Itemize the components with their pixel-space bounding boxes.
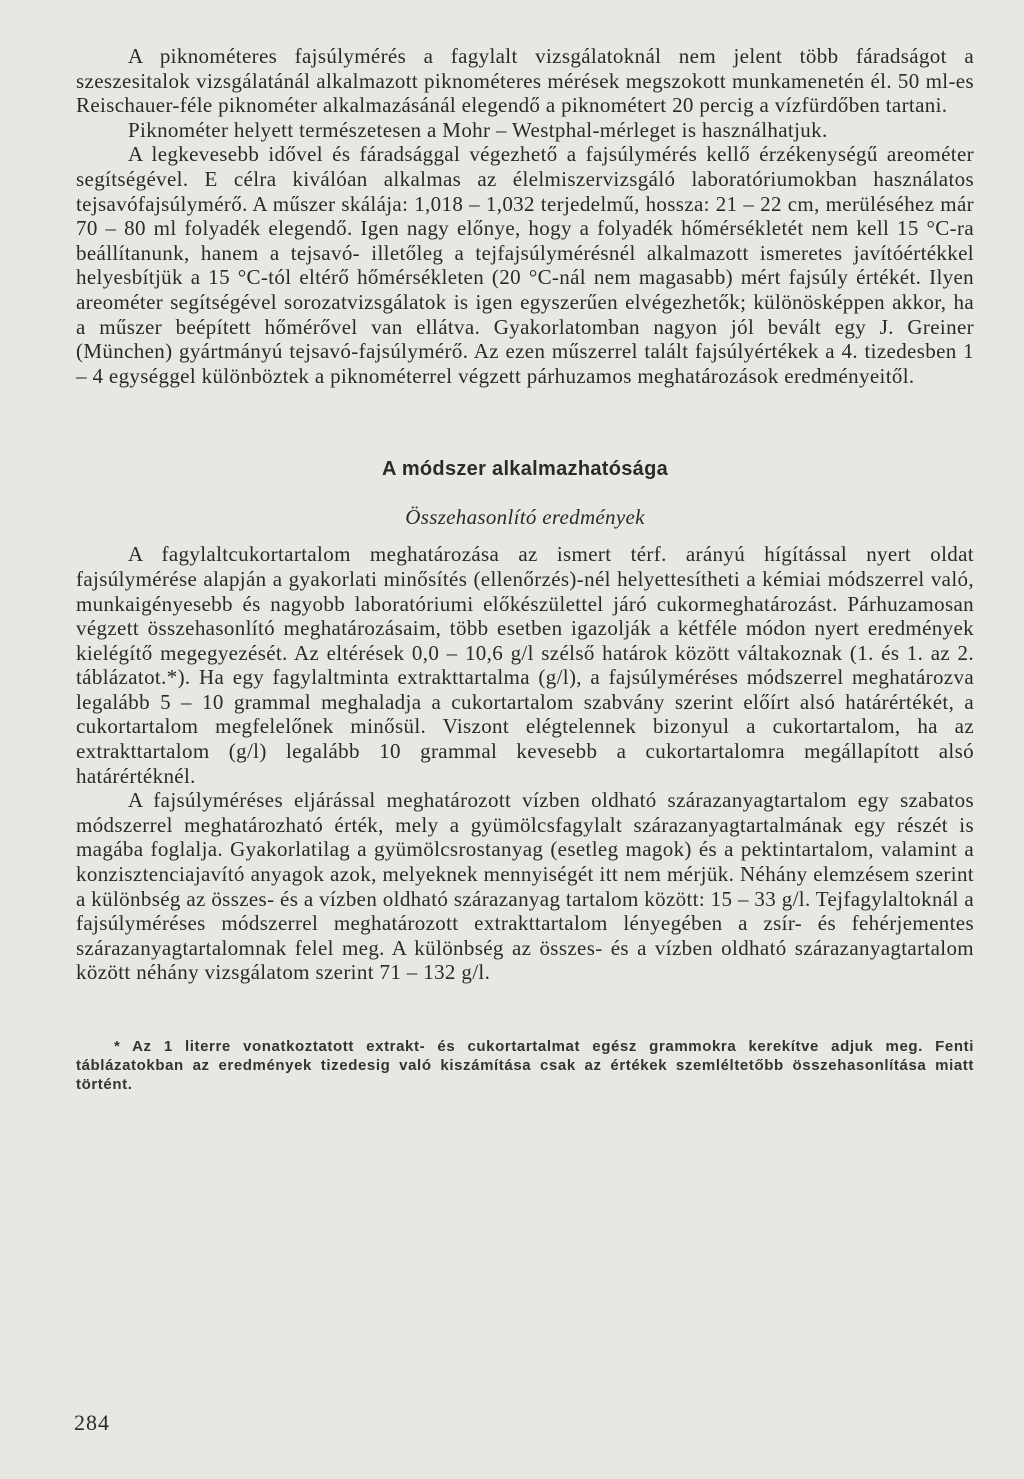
paragraph-dry-matter: A fajsúlyméréses eljárással meghatározott vízben oldható szárazanyagtartalom egy szabatos módszerrel meghatározható érték, mely a gyümölcsfagylalt szárazanyagtartalmának egy részét is magába foglalja. Gyakorlatilag a gyümölcsrostanyag (esetleg magok) és a pektintartalom, valamint a konzisztenciajavító anyagok azok, melyeknek mennyiségét itt nem mérjük. Néhány elemzésem szerint a különbség az összes- és a vízben oldható szárazanyag tartalom között: 15 – 33 g/l. Tejfagylaltoknál a fajsúlyméréses módszerrel meghatározott extrakttartalom lényegében a zsír- és fehérjementes szárazanyagtartalomnak felel meg. A különbség az összes- és a vízben oldható szárazanyagtartalom között néhány vizsgálatom szerint 71 – 132 g/l. — [76, 788, 974, 985]
footnote: * Az 1 literre vonatkoztatott extrakt- és cukortartalmat egész grammokra kerekítve adjuk meg. Fenti táblázatokban az eredmények tizedesig való kiszámítása csak az értékek szemléltetőbb összehasonlítása miatt történt. — [76, 1038, 974, 1093]
paragraph-sugar-content: A fagylaltcukortartalom meghatározása az ismert térf. arányú hígítással nyert oldat fajsúlymérése alapján a gyakorlati minősítés (ellenőrzés)-nél helyettesítheti a kémiai módszerrel való, munkaigényesebb és nagyobb laboratóriumi előkészülettel járó cukormeghatározást. Párhuzamosan végzett összehasonlító meghatározásaim, több esetben igazolják a kétféle módon nyert eredmények kielégítő megegyezését. Az eltérések 0,0 – 10,6 g/l szélső határok között váltakoznak (1. és 1. az 2. táblázatot.*). Ha egy fagylaltminta extrakttartalma (g/l), a fajsúlyméréses módszerrel meghatározva legalább 5 – 10 grammal meghaladja a cukortartalom szabvány szerint előírt alsó határértékét, a cukortartalom megfelelőnek minősül. Viszont elégtelennek bizonyul a cukortartalom, ha az extrakttartalom (g/l) legalább 10 grammal kevesebb a cukortartalomra megállapított alsó határértéknél. — [76, 542, 974, 788]
page-body — [76, 44, 974, 1109]
paragraph-pycnometer-effort: A piknométeres fajsúlymérés a fagylalt vizsgálatoknál nem jelent több fáradságot a szeszesitalok vizsgálatánál alkalmazott piknométeres mérések megszokott munkamenetén él. 50 ml-es Reischauer-féle piknométer alkalmazásánál elegendő a piknométert 20 percig a vízfürdőben tartani. — [76, 44, 974, 118]
subsection-heading: Összehasonlító eredmények — [405, 505, 645, 530]
paragraph-mohr-westphal: Piknométer helyett természetesen a Mohr – Westphal-mérleget is használhatjuk. — [128, 117, 828, 142]
page-number: 284 — [74, 1410, 110, 1435]
paragraph-areometer: A legkevesebb idővel és fáradsággal végezhető a fajsúlymérés kellő érzékenységű areométer segítségével. E célra kiválóan alkalmas az élelmiszervizsgáló laboratóriumokban használatos tejsavófajsúlymérő. A műszer skálája: 1,018 – 1,032 terjedelmű, hossza: 21 – 22 cm, merüléséhez már 70 – 80 ml folyadék elegendő. Igen nagy előnye, hogy a folyadék hőmérsékletét nem kell 15 °C-ra beállítanunk, hanem a tejsavó- illetőleg a tejfajsúlymérésnél alkalmazott ismeretes javítóértékkel helyesbítjük a 15 °C-tól eltérő hőmérsékleten (20 °C-nál nem magasabb) mért fajsúly értékét. Ilyen areométer segítségével sorozatvizsgálatok is igen egyszerűen elvégezhetők; különösképpen akkor, ha a műszer beépített hőmérővel van ellátva. Gyakorlatomban nagyon jól bevált egy J. Greiner (München) gyártmányú tejsavó-fajsúlymérő. Az ezen műszerrel talált fajsúlyértékek a 4. tizedesben 1 – 4 egységgel különböztek a piknométerrel végzett párhuzamos meghatározások eredményeitől. — [76, 142, 974, 388]
section-heading: A módszer alkalmazhatósága — [381, 458, 669, 481]
